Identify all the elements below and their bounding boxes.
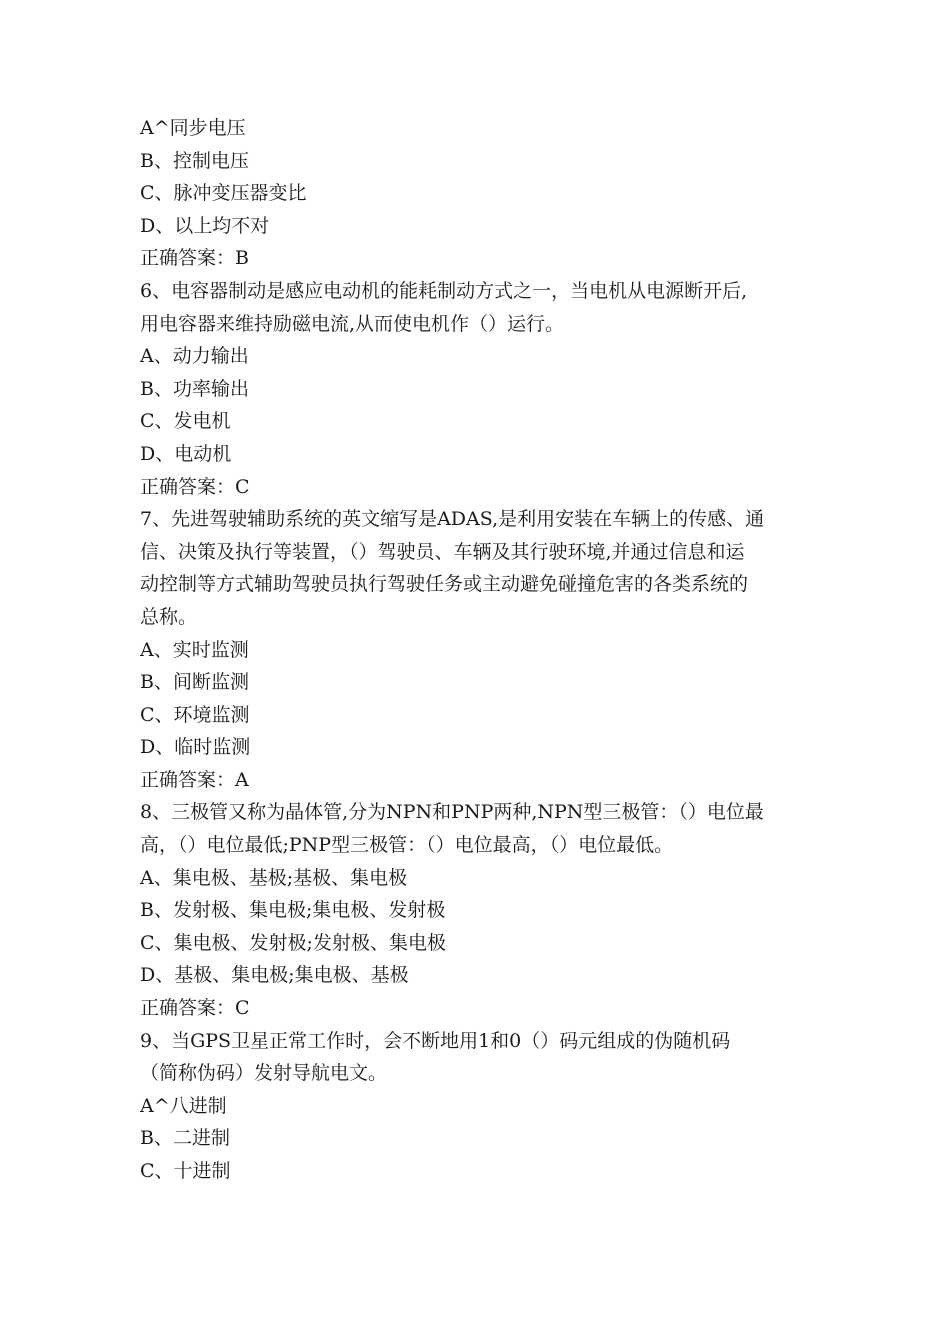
answer-line: 正确答案：A: [140, 768, 249, 791]
option-a: A^同步电压: [140, 117, 246, 139]
option-b: B、功率输出: [140, 377, 249, 400]
option-c: C、发电机: [140, 410, 231, 433]
question-stem-line: 用电容器来维持励磁电流,从而使电机作（）运行。: [140, 312, 565, 335]
question-stem-line: 7、先进驾驶辅助系统的英文缩写是ADAS,是利用安装在车辆上的传感、通: [140, 508, 765, 531]
option-b: B、二进制: [140, 1127, 230, 1150]
answer-line: 正确答案：B: [140, 247, 249, 270]
question-stem-line: 6、电容器制动是感应电动机的能耗制动方式之一，当电机从电源断开后,: [140, 279, 748, 302]
answer-line: 正确答案：C: [140, 475, 250, 498]
option-c: C、脉冲变压器变比: [140, 182, 307, 205]
option-b: B、控制电压: [140, 149, 249, 172]
question-stem-line: 动控制等方式辅助驾驶员执行驾驶任务或主动避免碰撞危害的各类系统的: [140, 573, 749, 596]
option-a: A、动力输出: [140, 345, 249, 368]
answer-line: 正确答案：C: [140, 997, 250, 1020]
question-stem-line: 9、当GPS卫星正常工作时，会不断地用1和0（）码元组成的伪随机码: [140, 1029, 731, 1052]
option-d: D、电动机: [140, 442, 232, 465]
option-d: D、基极、集电极;集电极、基极: [140, 964, 409, 987]
option-c: C、集电极、发射极;发射极、集电极: [140, 931, 446, 954]
question-8: [140, 796, 830, 1024]
option-c: C、十进制: [140, 1160, 231, 1182]
question-stem-line: （简称伪码）发射导航电文。: [140, 1062, 388, 1085]
question-stem-line: 信、决策及执行等装置，（）驾驶员、车辆及其行驶环境,并通过信息和运: [140, 540, 745, 563]
option-b: B、发射极、集电极;集电极、发射极: [140, 899, 446, 922]
previous-question-tail: [140, 112, 830, 275]
question-6: [140, 275, 830, 503]
option-d: D、临时监测: [140, 736, 251, 759]
option-a: A、实时监测: [140, 638, 249, 661]
question-9: [140, 1025, 830, 1188]
question-stem-line: 8、三极管又称为晶体管,分为NPN和PNP两种,NPN型三极管：（）电位最: [140, 801, 764, 824]
option-c: C、环境监测: [140, 703, 250, 726]
option-d: D、以上均不对: [140, 214, 270, 237]
question-stem-line: 高，（）电位最低;PNP型三极管：（）电位最高，（）电位最低。: [140, 834, 674, 857]
option-a: A、集电极、基极;基极、集电极: [140, 866, 408, 889]
question-stem-line: 总称。: [140, 605, 198, 628]
option-b: B、间断监测: [140, 671, 249, 694]
question-7: [140, 503, 830, 796]
option-a: A^八进制: [140, 1094, 227, 1117]
document-page: [140, 112, 830, 1188]
